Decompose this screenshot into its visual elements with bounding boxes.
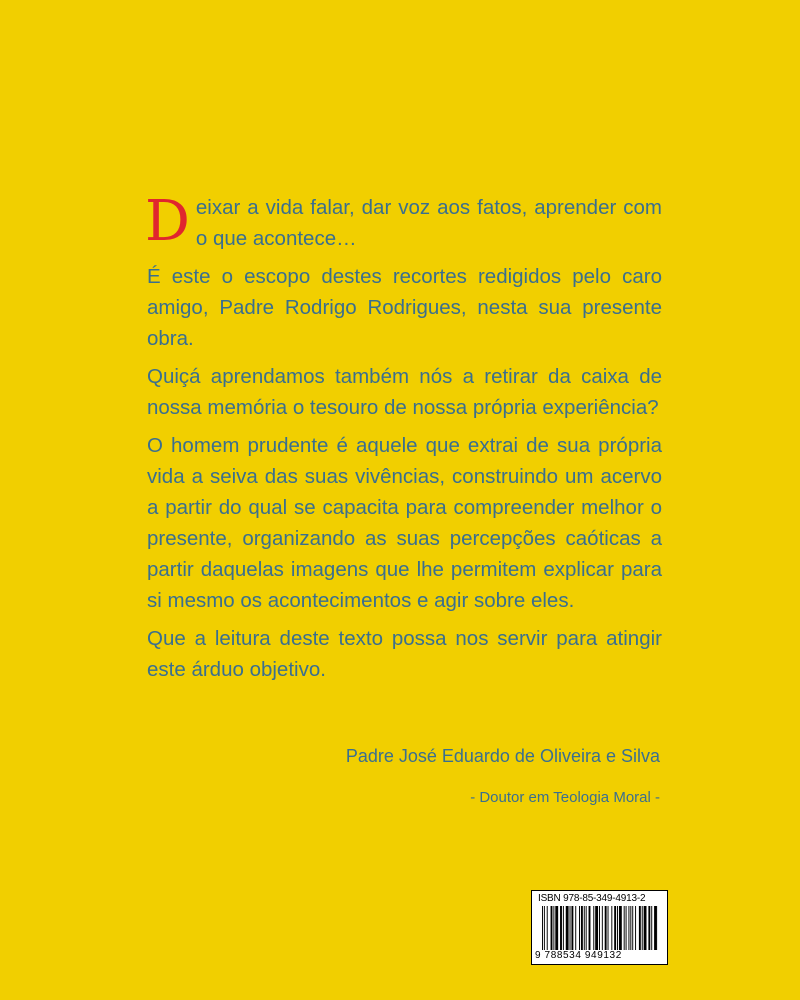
isbn-barcode xyxy=(531,890,668,965)
paragraph-4: O homem prudente é aquele que extrai de sua própria vida a seiva das suas vivências, construindo um acervo a partir do qual se capacita para compreender melhor o presente, organizando as suas percepções caóticas a partir daquelas imagens que lhe permitem explicar para si mesmo os acontecimentos e agir sobre eles. xyxy=(147,434,662,612)
drop-cap: D xyxy=(145,189,190,254)
paragraph-1-text: eixar a vida falar, dar voz aos fatos, aprender com o que acontece… xyxy=(195,196,662,250)
author-title: - Doutor em Teologia Moral - xyxy=(470,789,660,806)
paragraph-1 xyxy=(145,189,662,254)
isbn-label: ISBN 978-85-349-4913-2 xyxy=(538,893,646,904)
barcode-digits: 9 788534 949132 xyxy=(535,950,622,961)
paragraph-5: Que a leitura deste texto possa nos servir para atingir este árduo objetivo. xyxy=(147,627,662,681)
blurb-text xyxy=(145,189,662,692)
barcode-bars xyxy=(542,906,658,950)
paragraph-3: Quiçá aprendamos também nós a retirar da caixa de nossa memória o tesouro de nossa própria experiência? xyxy=(147,365,662,419)
author-signature: Padre José Eduardo de Oliveira e Silva xyxy=(345,746,660,766)
paragraph-2: É este o escopo destes recortes redigidos pelo caro amigo, Padre Rodrigo Rodrigues, nesta sua presente obra. xyxy=(147,265,662,350)
